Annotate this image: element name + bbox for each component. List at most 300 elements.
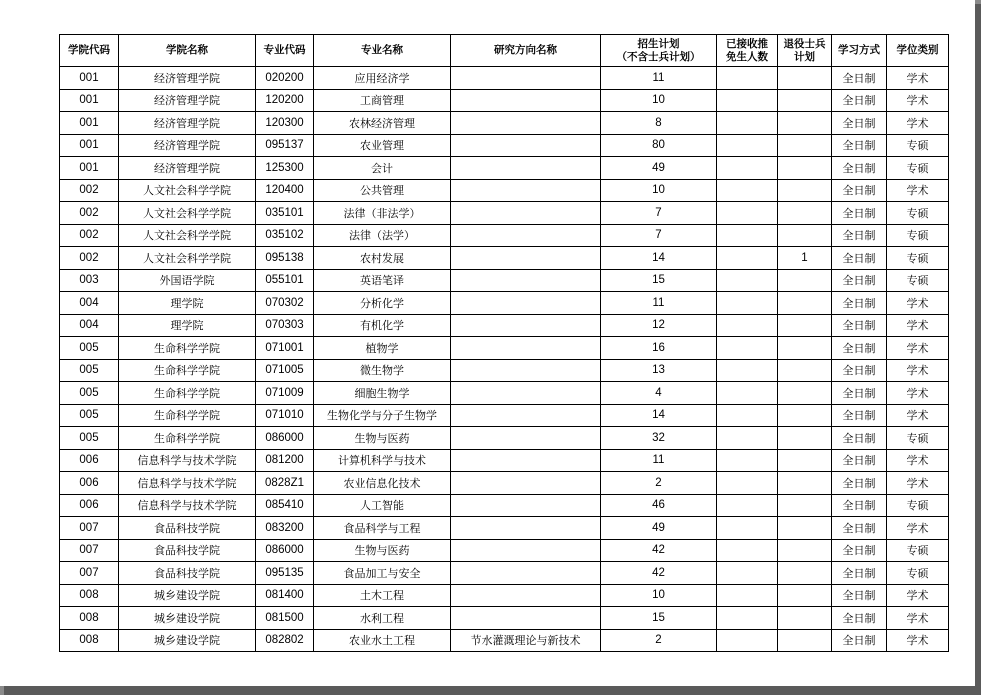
cell-research-direction xyxy=(451,112,601,135)
cell-research-direction xyxy=(451,179,601,202)
cell-research-direction xyxy=(451,539,601,562)
cell-exempt-students xyxy=(717,247,778,270)
table-row xyxy=(60,112,949,135)
cell-enrollment-plan: 13 xyxy=(601,359,717,382)
cell-veteran-plan xyxy=(778,539,832,562)
cell-major-code: 095137 xyxy=(256,134,314,157)
table-row xyxy=(60,202,949,225)
cell-veteran-plan xyxy=(778,314,832,337)
column-header: 专业名称 xyxy=(314,35,451,67)
cell-degree-type: 学术 xyxy=(887,337,949,360)
cell-research-direction xyxy=(451,247,601,270)
cell-major-name: 农业管理 xyxy=(314,134,451,157)
table-row xyxy=(60,247,949,270)
cell-major-code: 081500 xyxy=(256,607,314,630)
cell-research-direction xyxy=(451,314,601,337)
cell-major-name: 公共管理 xyxy=(314,179,451,202)
cell-degree-type: 学术 xyxy=(887,629,949,652)
cell-study-mode: 全日制 xyxy=(832,89,887,112)
table-row xyxy=(60,472,949,495)
cell-major-code: 070303 xyxy=(256,314,314,337)
cell-major-name: 英语笔译 xyxy=(314,269,451,292)
cell-college-name: 食品科技学院 xyxy=(119,539,256,562)
table-row xyxy=(60,494,949,517)
cell-major-name: 农业水土工程 xyxy=(314,629,451,652)
cell-degree-type: 学术 xyxy=(887,112,949,135)
cell-veteran-plan xyxy=(778,562,832,585)
cell-research-direction xyxy=(451,607,601,630)
cell-veteran-plan xyxy=(778,89,832,112)
cell-exempt-students xyxy=(717,292,778,315)
cell-major-code: 125300 xyxy=(256,157,314,180)
cell-college-code: 001 xyxy=(60,134,119,157)
cell-research-direction xyxy=(451,337,601,360)
cell-degree-type: 专硕 xyxy=(887,269,949,292)
cell-veteran-plan xyxy=(778,67,832,90)
cell-veteran-plan xyxy=(778,134,832,157)
cell-exempt-students xyxy=(717,629,778,652)
cell-major-name: 法律（法学） xyxy=(314,224,451,247)
table-row xyxy=(60,539,949,562)
column-header: 研究方向名称 xyxy=(451,35,601,67)
cell-exempt-students xyxy=(717,539,778,562)
cell-college-name: 生命科学学院 xyxy=(119,382,256,405)
cell-exempt-students xyxy=(717,517,778,540)
cell-major-code: 082802 xyxy=(256,629,314,652)
cell-major-code: 120400 xyxy=(256,179,314,202)
cell-veteran-plan xyxy=(778,179,832,202)
cell-enrollment-plan: 49 xyxy=(601,157,717,180)
cell-research-direction xyxy=(451,224,601,247)
cell-exempt-students xyxy=(717,89,778,112)
cell-veteran-plan xyxy=(778,337,832,360)
cell-major-code: 071005 xyxy=(256,359,314,382)
cell-college-name: 城乡建设学院 xyxy=(119,607,256,630)
cell-enrollment-plan: 7 xyxy=(601,202,717,225)
cell-veteran-plan xyxy=(778,157,832,180)
cell-college-code: 005 xyxy=(60,337,119,360)
cell-degree-type: 学术 xyxy=(887,584,949,607)
cell-college-code: 004 xyxy=(60,292,119,315)
cell-exempt-students xyxy=(717,427,778,450)
cell-enrollment-plan: 2 xyxy=(601,629,717,652)
cell-veteran-plan xyxy=(778,224,832,247)
cell-college-name: 理学院 xyxy=(119,314,256,337)
cell-study-mode: 全日制 xyxy=(832,134,887,157)
table-row xyxy=(60,269,949,292)
cell-research-direction xyxy=(451,292,601,315)
cell-college-name: 经济管理学院 xyxy=(119,67,256,90)
table-row xyxy=(60,179,949,202)
cell-exempt-students xyxy=(717,472,778,495)
cell-major-name: 法律（非法学） xyxy=(314,202,451,225)
cell-major-name: 会计 xyxy=(314,157,451,180)
cell-exempt-students xyxy=(717,157,778,180)
cell-study-mode: 全日制 xyxy=(832,607,887,630)
cell-enrollment-plan: 11 xyxy=(601,67,717,90)
cell-study-mode: 全日制 xyxy=(832,517,887,540)
table-row xyxy=(60,359,949,382)
cell-enrollment-plan: 15 xyxy=(601,269,717,292)
cell-veteran-plan: 1 xyxy=(778,247,832,270)
cell-research-direction xyxy=(451,382,601,405)
cell-major-code: 081400 xyxy=(256,584,314,607)
cell-exempt-students xyxy=(717,404,778,427)
cell-study-mode: 全日制 xyxy=(832,629,887,652)
cell-college-code: 008 xyxy=(60,607,119,630)
column-header: 已接收推 免生人数 xyxy=(717,35,778,67)
cell-veteran-plan xyxy=(778,292,832,315)
cell-enrollment-plan: 7 xyxy=(601,224,717,247)
column-header: 招生计划 （不含士兵计划） xyxy=(601,35,717,67)
cell-exempt-students xyxy=(717,67,778,90)
cell-research-direction xyxy=(451,202,601,225)
cell-enrollment-plan: 80 xyxy=(601,134,717,157)
table-header xyxy=(60,35,949,67)
cell-research-direction xyxy=(451,359,601,382)
cell-study-mode: 全日制 xyxy=(832,584,887,607)
cell-degree-type: 专硕 xyxy=(887,157,949,180)
cell-college-code: 002 xyxy=(60,224,119,247)
cell-college-code: 006 xyxy=(60,472,119,495)
cell-study-mode: 全日制 xyxy=(832,292,887,315)
cell-college-code: 005 xyxy=(60,404,119,427)
cell-exempt-students xyxy=(717,494,778,517)
cell-major-code: 120200 xyxy=(256,89,314,112)
cell-study-mode: 全日制 xyxy=(832,404,887,427)
cell-major-code: 055101 xyxy=(256,269,314,292)
page-shadow-bottom xyxy=(4,686,981,695)
cell-research-direction xyxy=(451,472,601,495)
table-row xyxy=(60,382,949,405)
cell-degree-type: 学术 xyxy=(887,517,949,540)
cell-college-code: 007 xyxy=(60,539,119,562)
cell-veteran-plan xyxy=(778,494,832,517)
cell-major-name: 农林经济管理 xyxy=(314,112,451,135)
table-row xyxy=(60,67,949,90)
cell-major-name: 生物化学与分子生物学 xyxy=(314,404,451,427)
cell-enrollment-plan: 14 xyxy=(601,404,717,427)
cell-enrollment-plan: 11 xyxy=(601,449,717,472)
cell-exempt-students xyxy=(717,314,778,337)
cell-exempt-students xyxy=(717,179,778,202)
cell-college-name: 生命科学学院 xyxy=(119,359,256,382)
table-body xyxy=(60,67,949,652)
cell-college-code: 001 xyxy=(60,112,119,135)
cell-study-mode: 全日制 xyxy=(832,449,887,472)
cell-study-mode: 全日制 xyxy=(832,247,887,270)
cell-research-direction xyxy=(451,449,601,472)
table-row xyxy=(60,224,949,247)
cell-college-code: 002 xyxy=(60,247,119,270)
cell-major-name: 微生物学 xyxy=(314,359,451,382)
cell-major-name: 农村发展 xyxy=(314,247,451,270)
cell-enrollment-plan: 16 xyxy=(601,337,717,360)
cell-college-code: 006 xyxy=(60,449,119,472)
cell-enrollment-plan: 12 xyxy=(601,314,717,337)
cell-college-name: 食品科技学院 xyxy=(119,517,256,540)
cell-major-name: 生物与医药 xyxy=(314,427,451,450)
cell-degree-type: 学术 xyxy=(887,472,949,495)
table-row xyxy=(60,134,949,157)
cell-major-name: 分析化学 xyxy=(314,292,451,315)
cell-degree-type: 学术 xyxy=(887,89,949,112)
cell-college-code: 006 xyxy=(60,494,119,517)
table-row xyxy=(60,607,949,630)
cell-major-code: 035102 xyxy=(256,224,314,247)
cell-veteran-plan xyxy=(778,359,832,382)
column-header: 学院代码 xyxy=(60,35,119,67)
cell-degree-type: 专硕 xyxy=(887,494,949,517)
cell-major-name: 工商管理 xyxy=(314,89,451,112)
cell-exempt-students xyxy=(717,562,778,585)
cell-degree-type: 专硕 xyxy=(887,202,949,225)
cell-major-name: 土木工程 xyxy=(314,584,451,607)
cell-research-direction xyxy=(451,134,601,157)
header-row xyxy=(60,35,949,67)
cell-college-code: 005 xyxy=(60,359,119,382)
cell-study-mode: 全日制 xyxy=(832,112,887,135)
table-row xyxy=(60,157,949,180)
cell-college-name: 外国语学院 xyxy=(119,269,256,292)
cell-research-direction xyxy=(451,89,601,112)
cell-enrollment-plan: 42 xyxy=(601,562,717,585)
cell-study-mode: 全日制 xyxy=(832,67,887,90)
cell-college-code: 002 xyxy=(60,202,119,225)
cell-college-code: 004 xyxy=(60,314,119,337)
cell-veteran-plan xyxy=(778,584,832,607)
cell-veteran-plan xyxy=(778,404,832,427)
cell-study-mode: 全日制 xyxy=(832,427,887,450)
cell-research-direction xyxy=(451,517,601,540)
cell-major-name: 农业信息化技术 xyxy=(314,472,451,495)
cell-study-mode: 全日制 xyxy=(832,539,887,562)
table-row xyxy=(60,89,949,112)
cell-enrollment-plan: 32 xyxy=(601,427,717,450)
cell-college-code: 002 xyxy=(60,179,119,202)
cell-college-name: 理学院 xyxy=(119,292,256,315)
cell-study-mode: 全日制 xyxy=(832,269,887,292)
cell-research-direction xyxy=(451,562,601,585)
cell-major-name: 生物与医药 xyxy=(314,539,451,562)
cell-study-mode: 全日制 xyxy=(832,314,887,337)
cell-enrollment-plan: 4 xyxy=(601,382,717,405)
cell-degree-type: 学术 xyxy=(887,382,949,405)
cell-college-name: 人文社会科学学院 xyxy=(119,202,256,225)
cell-college-name: 经济管理学院 xyxy=(119,134,256,157)
cell-veteran-plan xyxy=(778,382,832,405)
cell-study-mode: 全日制 xyxy=(832,179,887,202)
cell-enrollment-plan: 46 xyxy=(601,494,717,517)
cell-veteran-plan xyxy=(778,472,832,495)
cell-college-code: 007 xyxy=(60,517,119,540)
enrollment-plan-table xyxy=(59,34,949,652)
cell-college-code: 005 xyxy=(60,382,119,405)
cell-major-code: 035101 xyxy=(256,202,314,225)
cell-research-direction xyxy=(451,404,601,427)
cell-college-code: 007 xyxy=(60,562,119,585)
cell-degree-type: 专硕 xyxy=(887,247,949,270)
cell-major-name: 人工智能 xyxy=(314,494,451,517)
cell-major-name: 水利工程 xyxy=(314,607,451,630)
cell-major-code: 083200 xyxy=(256,517,314,540)
cell-study-mode: 全日制 xyxy=(832,359,887,382)
cell-college-name: 人文社会科学学院 xyxy=(119,247,256,270)
column-header: 学院名称 xyxy=(119,35,256,67)
cell-study-mode: 全日制 xyxy=(832,337,887,360)
cell-veteran-plan xyxy=(778,112,832,135)
cell-veteran-plan xyxy=(778,427,832,450)
cell-major-code: 070302 xyxy=(256,292,314,315)
cell-major-name: 植物学 xyxy=(314,337,451,360)
cell-college-name: 人文社会科学学院 xyxy=(119,224,256,247)
cell-college-name: 经济管理学院 xyxy=(119,89,256,112)
cell-college-code: 001 xyxy=(60,67,119,90)
table-row xyxy=(60,427,949,450)
cell-college-code: 005 xyxy=(60,427,119,450)
cell-degree-type: 专硕 xyxy=(887,539,949,562)
cell-enrollment-plan: 2 xyxy=(601,472,717,495)
cell-enrollment-plan: 15 xyxy=(601,607,717,630)
cell-degree-type: 学术 xyxy=(887,449,949,472)
cell-college-name: 信息科学与技术学院 xyxy=(119,494,256,517)
cell-degree-type: 学术 xyxy=(887,314,949,337)
cell-study-mode: 全日制 xyxy=(832,494,887,517)
cell-major-code: 085410 xyxy=(256,494,314,517)
cell-exempt-students xyxy=(717,607,778,630)
cell-college-name: 生命科学学院 xyxy=(119,427,256,450)
cell-research-direction: 节水灌溉理论与新技术 xyxy=(451,629,601,652)
cell-enrollment-plan: 10 xyxy=(601,179,717,202)
cell-exempt-students xyxy=(717,269,778,292)
cell-major-code: 071009 xyxy=(256,382,314,405)
cell-degree-type: 学术 xyxy=(887,607,949,630)
cell-exempt-students xyxy=(717,224,778,247)
table-row xyxy=(60,292,949,315)
table-row xyxy=(60,449,949,472)
page-shadow-right xyxy=(975,4,981,690)
cell-degree-type: 学术 xyxy=(887,404,949,427)
cell-degree-type: 专硕 xyxy=(887,134,949,157)
cell-enrollment-plan: 10 xyxy=(601,584,717,607)
cell-research-direction xyxy=(451,584,601,607)
cell-major-name: 计算机科学与技术 xyxy=(314,449,451,472)
cell-major-code: 081200 xyxy=(256,449,314,472)
table-row xyxy=(60,584,949,607)
cell-college-code: 008 xyxy=(60,629,119,652)
cell-major-code: 0828Z1 xyxy=(256,472,314,495)
cell-college-code: 001 xyxy=(60,89,119,112)
cell-study-mode: 全日制 xyxy=(832,224,887,247)
cell-exempt-students xyxy=(717,449,778,472)
cell-degree-type: 学术 xyxy=(887,292,949,315)
cell-study-mode: 全日制 xyxy=(832,202,887,225)
cell-major-code: 086000 xyxy=(256,539,314,562)
cell-veteran-plan xyxy=(778,449,832,472)
cell-exempt-students xyxy=(717,382,778,405)
cell-major-code: 071001 xyxy=(256,337,314,360)
cell-research-direction xyxy=(451,269,601,292)
cell-college-name: 经济管理学院 xyxy=(119,157,256,180)
cell-college-code: 003 xyxy=(60,269,119,292)
cell-major-code: 095138 xyxy=(256,247,314,270)
cell-research-direction xyxy=(451,427,601,450)
cell-enrollment-plan: 10 xyxy=(601,89,717,112)
cell-enrollment-plan: 49 xyxy=(601,517,717,540)
cell-college-name: 城乡建设学院 xyxy=(119,629,256,652)
cell-degree-type: 学术 xyxy=(887,179,949,202)
cell-exempt-students xyxy=(717,134,778,157)
cell-veteran-plan xyxy=(778,202,832,225)
cell-degree-type: 专硕 xyxy=(887,562,949,585)
cell-major-name: 应用经济学 xyxy=(314,67,451,90)
cell-major-name: 食品科学与工程 xyxy=(314,517,451,540)
cell-veteran-plan xyxy=(778,269,832,292)
cell-major-code: 071010 xyxy=(256,404,314,427)
cell-major-code: 120300 xyxy=(256,112,314,135)
cell-college-name: 信息科学与技术学院 xyxy=(119,472,256,495)
cell-research-direction xyxy=(451,494,601,517)
cell-degree-type: 专硕 xyxy=(887,427,949,450)
cell-enrollment-plan: 8 xyxy=(601,112,717,135)
cell-study-mode: 全日制 xyxy=(832,562,887,585)
cell-college-code: 008 xyxy=(60,584,119,607)
cell-veteran-plan xyxy=(778,629,832,652)
cell-college-name: 信息科学与技术学院 xyxy=(119,449,256,472)
cell-college-name: 食品科技学院 xyxy=(119,562,256,585)
table-row xyxy=(60,517,949,540)
cell-major-code: 020200 xyxy=(256,67,314,90)
table-row xyxy=(60,404,949,427)
table-row xyxy=(60,562,949,585)
cell-veteran-plan xyxy=(778,607,832,630)
cell-exempt-students xyxy=(717,584,778,607)
column-header: 专业代码 xyxy=(256,35,314,67)
table-row xyxy=(60,337,949,360)
cell-exempt-students xyxy=(717,359,778,382)
cell-enrollment-plan: 42 xyxy=(601,539,717,562)
cell-degree-type: 专硕 xyxy=(887,224,949,247)
cell-exempt-students xyxy=(717,112,778,135)
cell-college-name: 人文社会科学学院 xyxy=(119,179,256,202)
cell-exempt-students xyxy=(717,337,778,360)
cell-exempt-students xyxy=(717,202,778,225)
cell-research-direction xyxy=(451,67,601,90)
column-header: 学位类别 xyxy=(887,35,949,67)
table-row xyxy=(60,314,949,337)
cell-major-name: 有机化学 xyxy=(314,314,451,337)
cell-degree-type: 学术 xyxy=(887,359,949,382)
cell-major-name: 食品加工与安全 xyxy=(314,562,451,585)
cell-enrollment-plan: 11 xyxy=(601,292,717,315)
cell-study-mode: 全日制 xyxy=(832,472,887,495)
cell-study-mode: 全日制 xyxy=(832,382,887,405)
cell-enrollment-plan: 14 xyxy=(601,247,717,270)
cell-research-direction xyxy=(451,157,601,180)
column-header: 学习方式 xyxy=(832,35,887,67)
cell-college-name: 城乡建设学院 xyxy=(119,584,256,607)
cell-major-code: 086000 xyxy=(256,427,314,450)
cell-degree-type: 学术 xyxy=(887,67,949,90)
cell-major-code: 095135 xyxy=(256,562,314,585)
table-row xyxy=(60,629,949,652)
cell-major-name: 细胞生物学 xyxy=(314,382,451,405)
cell-college-name: 生命科学学院 xyxy=(119,404,256,427)
cell-study-mode: 全日制 xyxy=(832,157,887,180)
column-header: 退役士兵 计划 xyxy=(778,35,832,67)
cell-college-name: 经济管理学院 xyxy=(119,112,256,135)
cell-college-code: 001 xyxy=(60,157,119,180)
